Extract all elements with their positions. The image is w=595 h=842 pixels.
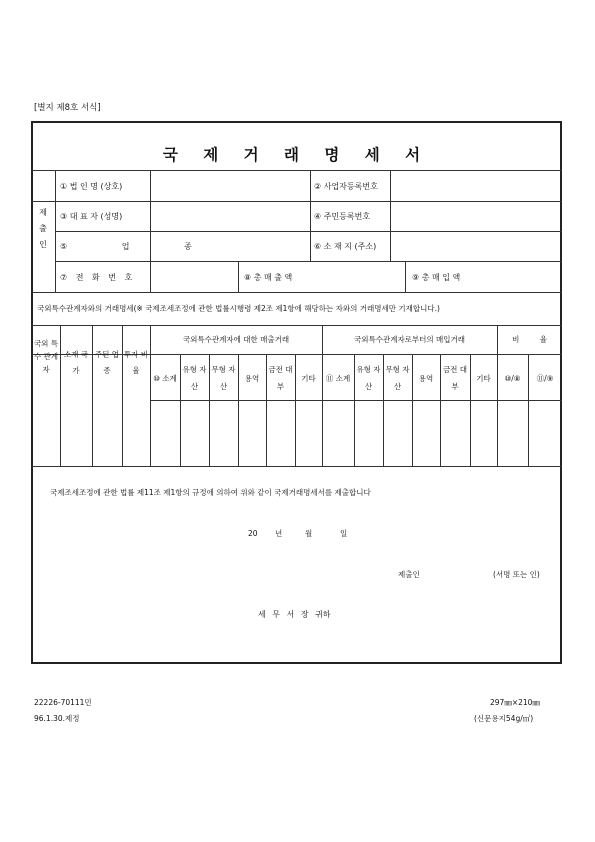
field-label-total-sales: ⑧ 총 매 출 액	[244, 273, 293, 282]
date-day-label: 일	[340, 529, 348, 538]
col-header-location: 소재 국가	[63, 350, 89, 375]
rule	[55, 171, 56, 292]
rule	[528, 354, 529, 466]
rule	[238, 354, 239, 466]
rule	[412, 354, 413, 466]
purchase-col-tangible: 유형 자산	[356, 365, 381, 391]
purchase-col-service: 용역	[418, 374, 434, 383]
declaration-text: 국제조세조정에 관한 법률 제11조 제1항의 규정에 의하여 위와 같이 국제거래명세서를 제출합니다	[50, 488, 371, 497]
date-year-label: 년	[275, 529, 283, 538]
rule	[31, 466, 562, 467]
field-label-phone: ⑦ 전 화 번 호	[60, 273, 133, 282]
date-year-prefix: 20	[248, 529, 258, 538]
instruction-text: 국외특수관계자와의 거래명세(※ 국제조세조정에 관한 법률시행령 제2조 제1항에 해당하는 자와의 거래명세만 기재합니다.)	[37, 304, 440, 313]
ratio-col-sales: ⑩/⑧	[504, 374, 521, 383]
footer-paper-type: (신문용지54g/㎡)	[474, 714, 534, 723]
rule	[60, 325, 61, 466]
signer-note: (서명 또는 인)	[493, 570, 540, 579]
footer-form-code: 22226-70111민	[34, 698, 92, 707]
purchase-col-other: 기타	[476, 374, 491, 383]
field-label-representative: ③ 대 표 자 (성명)	[60, 212, 123, 221]
sales-col-loan: 금전 대부	[268, 365, 293, 391]
footer-revision: 96.1.30.제정	[34, 714, 80, 723]
rule	[31, 201, 562, 202]
rule	[390, 171, 391, 261]
rule	[470, 354, 471, 466]
rule	[150, 400, 562, 401]
rule	[150, 171, 151, 292]
rule	[295, 354, 296, 466]
purchase-col-intangible: 무형 자산	[385, 365, 410, 391]
purchase-col-loan: 금전 대부	[442, 365, 468, 391]
col-header-invest-ratio: 투자 비율	[123, 350, 149, 375]
rule	[55, 261, 562, 262]
footer-paper-size: 297㎜×210㎜	[490, 698, 540, 707]
field-label-business-type: ⑤ 업 종	[60, 242, 192, 251]
ratio-group-header: 비 율	[512, 335, 547, 344]
form-title: 국 제 거 래 명 세 서	[162, 146, 431, 164]
rule	[322, 325, 323, 466]
form-frame	[31, 121, 562, 664]
field-label-total-purchases: ⑨ 총 매 입 액	[412, 273, 461, 282]
field-label-resident-no: ④ 주민등록번호	[314, 212, 371, 221]
rule	[31, 325, 562, 326]
rule	[310, 171, 311, 261]
sales-col-intangible: 무형 자산	[211, 365, 236, 391]
field-label-address: ⑥ 소 재 지 (주소)	[314, 242, 377, 251]
rule	[405, 261, 406, 292]
ratio-col-purchases: ⑪/⑨	[536, 374, 554, 383]
addressee: 세 무 서 장 귀하	[258, 610, 331, 619]
rule	[92, 325, 93, 466]
sales-col-subtotal: ⑩ 소계	[153, 374, 177, 383]
rule	[238, 261, 239, 292]
purchase-group-header: 국외특수관계자로부터의 매입거래	[353, 335, 466, 344]
sales-col-other: 기타	[301, 374, 316, 383]
col-header-party: 국외 특수 관계자	[33, 339, 59, 374]
submitter-group-label: 제 출 인	[39, 208, 47, 249]
rule	[497, 325, 498, 466]
field-label-corp-name: ① 법 인 명 (상호)	[60, 182, 123, 191]
sales-col-service: 용역	[244, 374, 260, 383]
sales-group-header: 국외특수관계자에 대한 매출거래	[182, 335, 290, 344]
rule	[150, 325, 151, 466]
signer-label: 제출인	[398, 570, 420, 579]
form-number-label: [별지 제8호 서식]	[34, 103, 101, 113]
purchase-col-subtotal: ⑪ 소계	[325, 374, 351, 383]
col-header-business: 주된 업종	[94, 350, 120, 375]
sales-col-tangible: 유형 자산	[182, 365, 207, 391]
date-month-label: 월	[305, 529, 313, 538]
rule	[31, 292, 562, 293]
field-label-biz-reg-no: ② 사업자등록번호	[314, 182, 378, 191]
rule	[55, 231, 562, 232]
